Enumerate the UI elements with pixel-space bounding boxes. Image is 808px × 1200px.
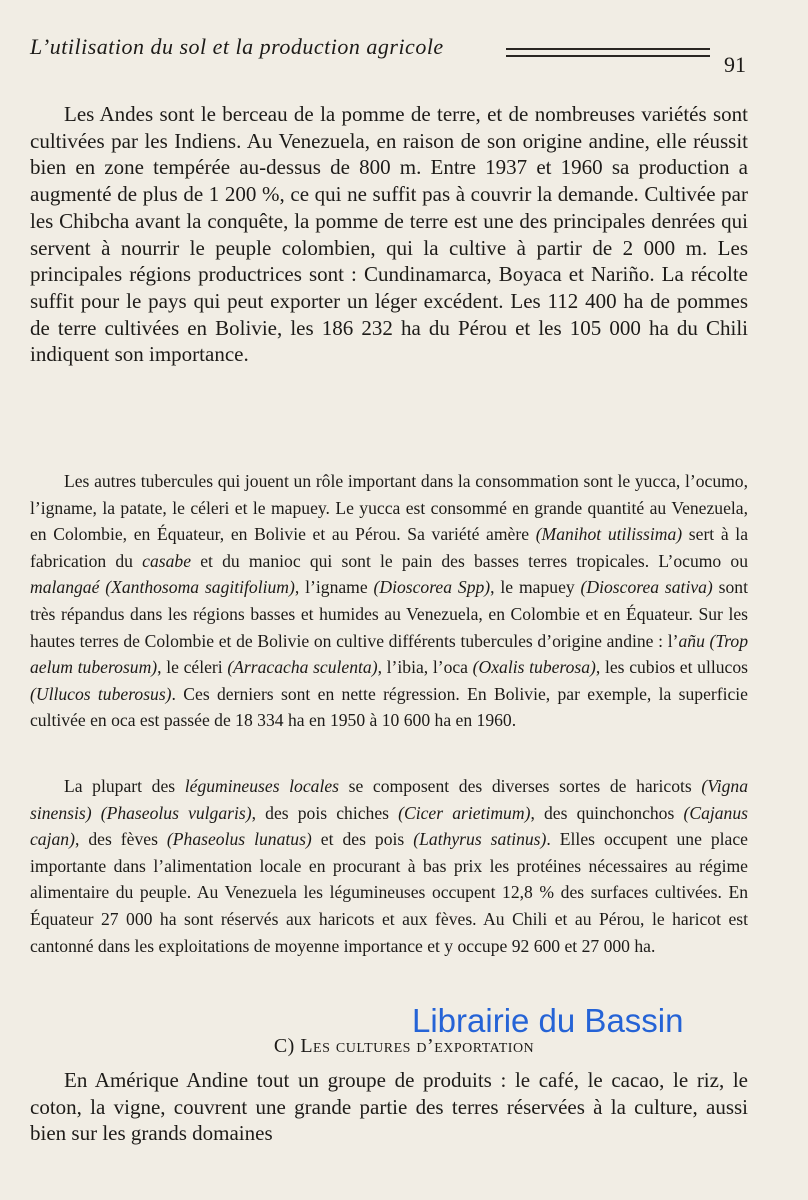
page-number: 91 — [724, 52, 746, 77]
species-name: (Cajanus cajan) — [30, 802, 749, 850]
text-run: , le mapuey — [490, 577, 581, 598]
text-run: , l’ibia, l’oca — [377, 657, 473, 678]
species-name: (Arracacha sculenta) — [227, 657, 378, 678]
paragraph-tubers — [30, 468, 748, 734]
species-name: (Phaseolus lunatus) — [166, 829, 312, 850]
running-head: L’utilisation du sol et la production agricole — [30, 34, 444, 59]
text-run: . Ces derniers sont en nette régression. En Bolivie, par exemple, la superficie cultivée en oca est passée de 18 334 ha en 1950 à 10 600 ha en 1960. — [30, 683, 748, 731]
text-run: Les autres tubercules qui jouent un rôle important dans la consommation sont le yucca, l’ocumo, l’igname, la patate, le céleri et le mapuey. Le yucca est consommé en grande quantité au Venezuela, en Colombie, en Équateur, en Bolivie et au Pérou. Sa variété amère — [30, 471, 748, 545]
term: casabe — [142, 550, 192, 571]
species-name: (Dioscorea sativa) — [580, 577, 713, 598]
text-run: se composent des diverses sortes de haricots — [339, 776, 702, 796]
species-name: (Dioscorea Spp) — [373, 577, 491, 598]
page-header — [30, 34, 770, 77]
text-run: , des pois chiches — [251, 802, 399, 823]
text-run: La plupart des — [64, 776, 185, 796]
text-run: , le céleri — [157, 657, 228, 678]
species-name: (Lathyrus satinus) — [413, 829, 547, 850]
species-name: (Vigna sinensis) (Phaseolus vulgaris) — [30, 776, 748, 823]
paragraph-potato: Les Andes sont le berceau de la pomme de terre, et de nombreuses variétés sont cultivées par les Indiens. Au Venezuela, en raison de son origine andine, elle réussit bien en zone tempérée au-dessus de 800 m. Entre 1937 et 1960 sa production a augmenté de plus de 1 200 %, ce qui ne suffit pas à couvrir la demande. Cultivée par les Chibcha avant la conquête, la pomme de terre est une des principales denrées qui servent à nourrir le peuple colombien, qui la cultive à partir de 2 000 m. Les principales régions productrices sont : Cundinamarca, Boyaca et Nariño. La récolte suffit pour le pays qui peut exporter un léger excédent. Les 112 400 ha de pommes de terre cultivées en Bolivie, les 186 232 ha du Pérou et les 105 000 ha du Chili indiquent son importance. — [30, 102, 748, 367]
species-name: (Cicer arietimum) — [398, 802, 531, 823]
paragraph-export-crops: En Amérique Andine tout un groupe de produits : le café, le cacao, le riz, le coton, la vigne, couvrent une grande partie des terres réservées à la culture, aussi bien sur les grands domaines — [30, 1068, 748, 1146]
species-name: (Ullucos tuberosus) — [30, 683, 172, 704]
species-name: añu (Trop aelum tuberosum) — [30, 630, 748, 678]
paragraph-legumes — [30, 773, 748, 959]
text-run: , les cubios et ullucos — [595, 657, 748, 678]
text-run: , des fèves — [74, 829, 167, 850]
text-run: et du manioc qui sont le pain des basses terres tropicales. L’ocumo ou — [191, 550, 749, 571]
species-name: (Oxalis tuberosa) — [472, 657, 596, 678]
text-run: et des pois — [311, 829, 414, 850]
species-name: (Manihot utilissima) — [535, 524, 683, 545]
text-run: . Elles occupent une place importante dans l’alimentation locale en procurant à bas prix les protéines nécessaires au régime alimentaire du peuple. Au Venezuela les légumineuses occupent 12,8 % des surfaces cultivées. En Équateur 27 000 ha sont réservés aux haricots et aux fèves. Au Chili et au Pérou, le haricot est cantonné dans les exploitations de moyenne importance et y occupe 92 600 et 27 000 ha. — [30, 829, 748, 956]
text-run: , des quinchonchos — [530, 802, 684, 823]
text-run: , l’igname — [294, 577, 374, 598]
text-run: sert à la fabrication du — [30, 524, 749, 571]
section-heading: C) Les cultures d’exportation — [273, 1035, 535, 1057]
text-run: sont très répandus dans les régions basses et humides au Venezuela, en Colombie et en Équateur. Sur les hautes terres de Colombie et de Bolivie on cultive différents tubercules d’origine andine : l’ — [30, 577, 748, 651]
term: légumineuses locales — [184, 776, 340, 796]
species-name: malangaé (Xanthosoma sagitifolium) — [30, 577, 295, 598]
bookseller-watermark: Librairie du Bassin — [412, 1002, 684, 1039]
header-rule — [506, 48, 710, 57]
